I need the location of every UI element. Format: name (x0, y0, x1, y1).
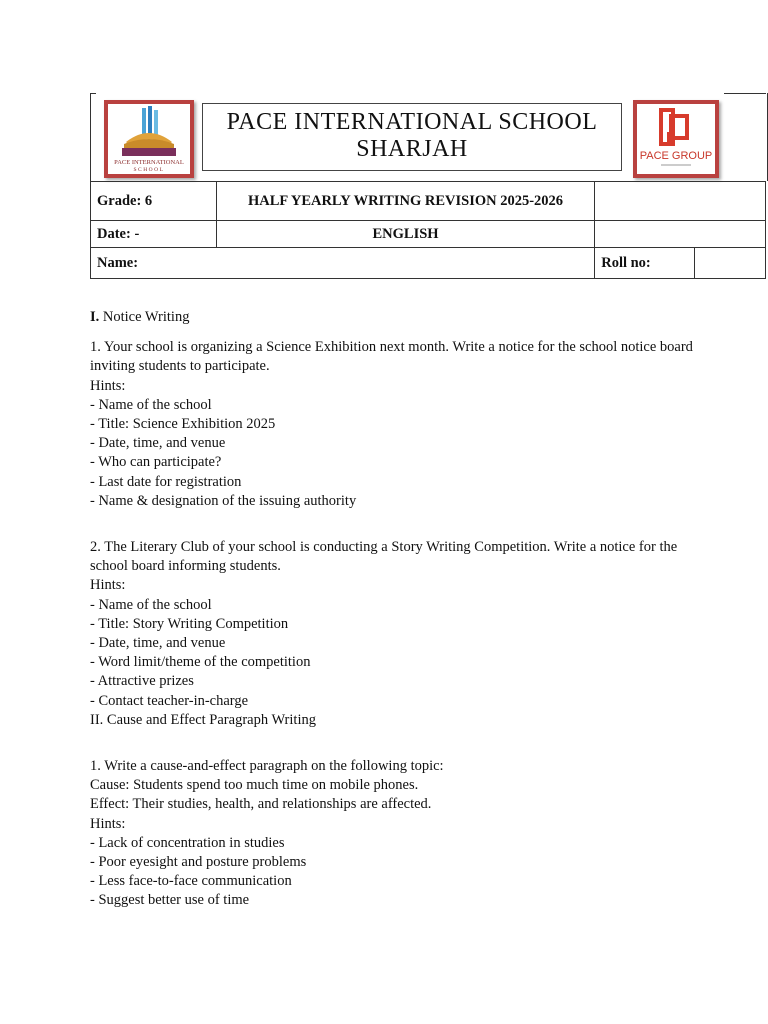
left-logo-caption: PACE INTERNATIONAL (114, 159, 184, 166)
date-cell: Date: - (91, 221, 217, 248)
question-1-text: 1. Your school is organizing a Science Exhibition next month. Write a notice for the school notice board inviting students to participate. (90, 339, 693, 375)
blank-cell (595, 221, 766, 248)
cause-line: Cause: Students spend too much time on mobile phones. (90, 777, 419, 794)
name-cell: Name: (91, 248, 595, 279)
hints-label: Hints: (90, 377, 126, 394)
roll-value-cell (695, 248, 766, 279)
info-row-grade (91, 182, 766, 221)
left-logo-subcaption: SCHOOL (133, 167, 165, 173)
hint-item: - Name & designation of the issuing authority (90, 492, 357, 509)
question-3-text: 1. Write a cause-and-effect paragraph on the following topic: (90, 758, 444, 775)
hint-item: - Name of the school (90, 396, 212, 413)
hint-item: - Less face-to-face communication (90, 873, 292, 890)
school-crest-icon (108, 104, 190, 174)
section1-title: Notice Writing (102, 309, 190, 325)
hint-item: - Last date for registration (90, 473, 242, 490)
hint-item: - Date, time, and venue (90, 635, 226, 652)
hint-item: - Poor eyesight and posture problems (90, 854, 307, 871)
pace-international-logo (104, 100, 194, 178)
hint-item: - Name of the school (90, 596, 212, 613)
school-name-line2: SHARJAH (356, 136, 468, 162)
info-row-date (91, 221, 766, 248)
roll-label-cell: Roll no: (595, 248, 695, 279)
exam-info-table (90, 181, 766, 279)
hints-label: Hints: (90, 815, 126, 832)
grade-cell: Grade: 6 (91, 182, 217, 221)
section1-numeral: I. (90, 309, 100, 325)
exam-header (90, 93, 766, 278)
info-row-name (91, 248, 766, 279)
hint-item: - Contact teacher-in-charge (90, 692, 249, 709)
effect-line: Effect: Their studies, health, and relationships are affected. (90, 796, 432, 813)
pace-group-emblem-icon (637, 104, 715, 174)
blank-cell (595, 182, 766, 221)
hint-item: - Lack of concentration in studies (90, 834, 285, 851)
hints-label: Hints: (90, 577, 126, 594)
hint-item: - Title: Science Exhibition 2025 (90, 416, 276, 433)
hint-item: - Title: Story Writing Competition (90, 615, 289, 632)
right-logo-caption: PACE GROUP (639, 150, 713, 162)
question-2-text: 2. The Literary Club of your school is conducting a Story Writing Competition. Write a notice for the school board informing students. (90, 539, 678, 575)
pace-group-logo (633, 100, 719, 178)
school-name-line1: PACE INTERNATIONAL SCHOOL (226, 109, 598, 135)
hint-item: - Suggest better use of time (90, 892, 250, 909)
section1-heading (90, 308, 710, 327)
hint-item: - Who can participate? (90, 454, 222, 471)
school-name-box (202, 103, 622, 171)
header-border-left (90, 93, 96, 94)
subject-cell: ENGLISH (216, 221, 594, 248)
header-border-right (724, 93, 766, 94)
worksheet-content (90, 308, 710, 911)
exam-title-cell: HALF YEARLY WRITING REVISION 2025-2026 (216, 182, 594, 221)
hint-item: - Word limit/theme of the competition (90, 654, 311, 671)
hint-item: - Attractive prizes (90, 673, 194, 690)
hint-item: - Date, time, and venue (90, 435, 226, 452)
section2-heading: II. Cause and Effect Paragraph Writing (90, 711, 316, 728)
